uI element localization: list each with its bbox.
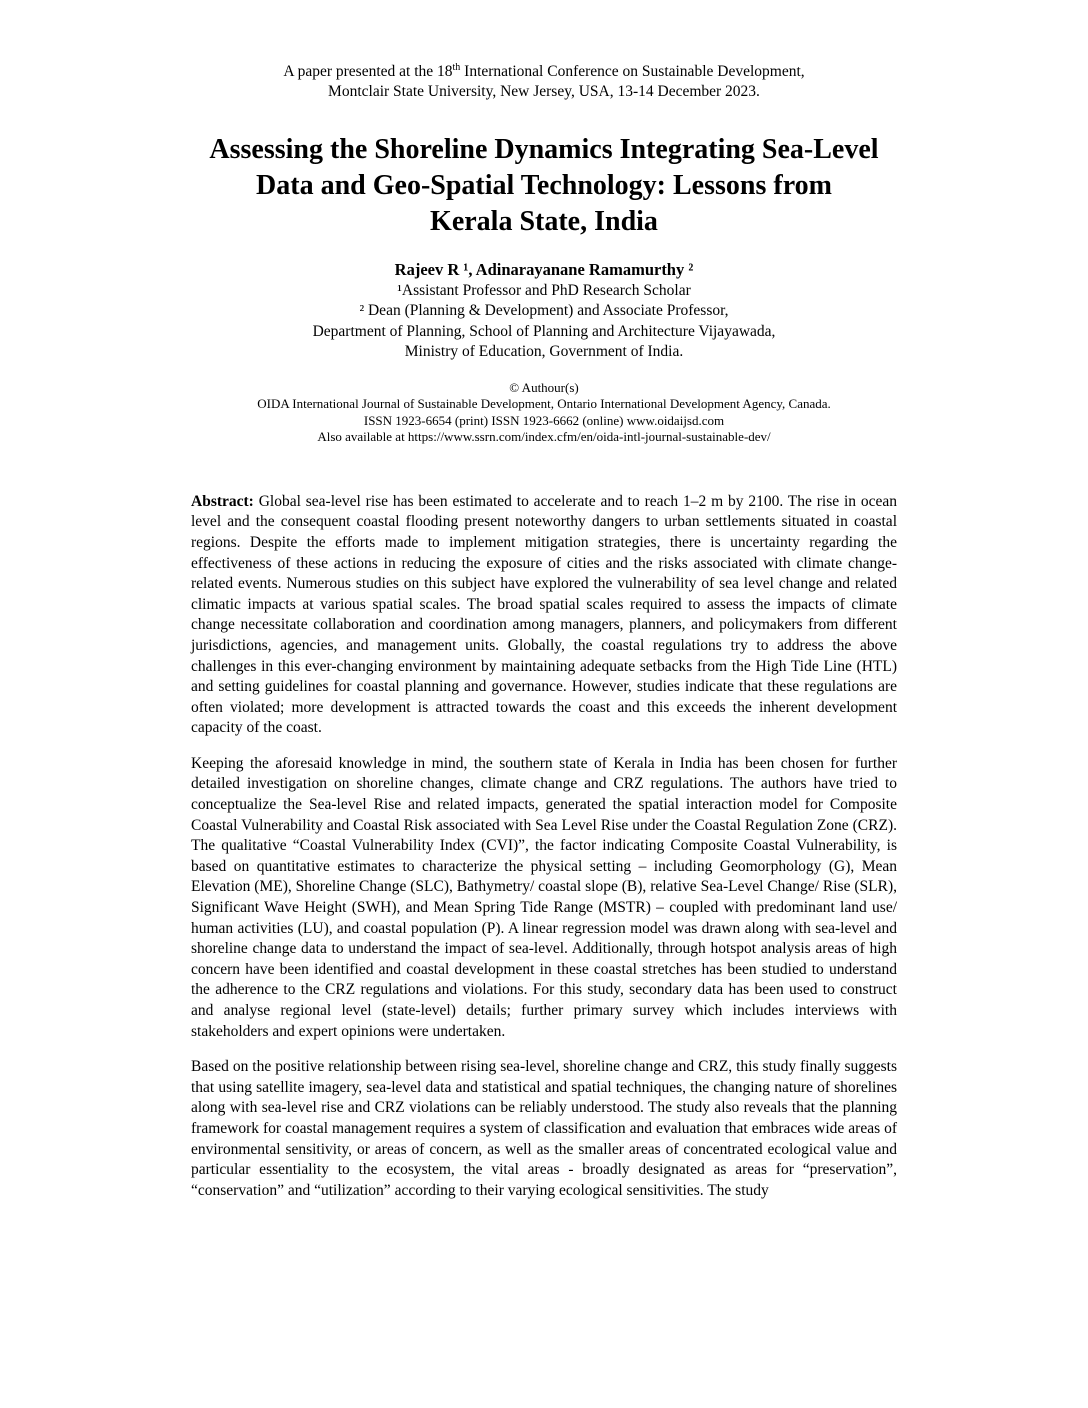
- author-names: Rajeev R ¹, Adinarayanane Ramamurthy ²: [394, 259, 694, 279]
- affiliation-line-2: ² Dean (Planning & Development) and Associate Professor,: [359, 302, 729, 320]
- abstract-paragraph-1-text: Global sea-level rise has been estimated to accelerate and to reach 1–2 m by 2100. The rise in ocean level and the consequent coastal flooding present noteworthy dangers to urban settlements situated in coastal regions. Despite the efforts made to implement mitigation strategies, there is uncertainty regarding the effectiveness of these actions in reducing the exposure of cities and the risks associated with climate change-related events. Numerous studies on this subject have explored the vulnerability of sea level change and related climatic impacts at various spatial scales. The broad spatial scales required to assess the impacts of climate change necessitate collaboration and coordination among managers, planners, and policymakers from different jurisdictions, agencies, and management units. Globally, the coastal regulations try to address the above challenges in this ever-changing environment by maintaining adequate setbacks from the High Tide Line (HTL) and setting guidelines for coastal planning and governance. However, studies indicate that these regulations are often violated; more development is attracted towards the coast and this exceeds the inherent development capacity of the coast.: [191, 492, 898, 737]
- conference-note-prefix: A paper presented at the 18: [283, 63, 453, 80]
- availability-line: Also available at https://www.ssrn.com/index.cfm/en/oida-intl-journal-sustainable-dev/: [317, 429, 771, 445]
- affiliation-line-1: ¹Assistant Professor and PhD Research Scholar: [397, 281, 691, 299]
- affiliation-line-4: Ministry of Education, Government of India.: [404, 343, 684, 361]
- conference-note-line-1: [0, 62, 1088, 82]
- imprint-block: [0, 380, 1088, 446]
- page-title-line-2: Data and Geo-Spatial Technology: Lessons from: [256, 170, 832, 201]
- page-title-line-3: Kerala State, India: [430, 206, 658, 237]
- page-title: [0, 132, 1088, 240]
- issn-line: ISSN 1923-6654 (print) ISSN 1923-6662 (online) www.oidaijsd.com: [363, 412, 725, 428]
- affiliation-line-3: Department of Planning, School of Planning and Architecture Vijayawada,: [312, 322, 776, 340]
- page-title-line-1: Assessing the Shoreline Dynamics Integrating Sea-Level: [209, 134, 879, 165]
- conference-note-suffix: International Conference on Sustainable Development,: [460, 63, 805, 80]
- abstract-label: Abstract:: [191, 492, 254, 510]
- authors-block: [0, 259, 1088, 363]
- abstract-paragraph-1: [191, 492, 897, 739]
- abstract-paragraph-2: Keeping the aforesaid knowledge in mind, the southern state of Kerala in India has been chosen for further detailed investigation on shoreline changes, climate change and CRZ regulations. The authors have tried to conceptualize the Sea-level Rise and related impacts, generated the spatial interaction model for Composite Coastal Vulnerability and Coastal Risk associated with Sea Level Rise under the Coastal Regulation Zone (CRZ). The qualitative “Coastal Vulnerability Index (CVI)”, the factor indicating Composite Coastal Vulnerability, is based on quantitative estimates to characterize the physical setting – including Geomorphology (G), Mean Elevation (ME), Shoreline Change (SLC), Bathymetry/ coastal slope (B), relative Sea-Level Change/ Rise (SLR), Significant Wave Height (SWH), and Mean Spring Tide Range (MSTR) – coupled with predominant land use/ human activities (LU), and coastal population (P). A linear regression model was drawn along with sea-level and shoreline change data to understand the impact of sea-level. Additionally, through hotspot analysis areas of high concern have been identified and coastal development in these coastal stretches has been studied to understand the adherence to the CRZ regulations and violations. For this study, secondary data has been used to construct and analyse regional level (state-level) details; further primary survey which includes interviews with stakeholders and expert opinions were undertaken.: [191, 754, 897, 1040]
- conference-note-line-2: Montclair State University, New Jersey, USA, 13-14 December 2023.: [328, 83, 760, 100]
- conference-note: [0, 62, 1088, 102]
- abstract: [191, 492, 897, 1202]
- abstract-paragraph-3: Based on the positive relationship between rising sea-level, shoreline change and CRZ, this study finally suggests that using satellite imagery, sea-level data and statistical and spatial techniques, the changing nature of shorelines along with sea-level rise and CRZ violations can be reliably understood. The study also reveals that the planning framework for coastal management requires a system of classification and evaluation that embraces wide areas of environmental sensitivity, or areas of concern, as well as the smaller areas of concentrated ecological value and particular essentiality to the ecosystem, the vital areas - broadly designated as areas for “preservation”, “conservation” and “utilization” according to their varying ecological sensitivities. The study: [191, 1058, 897, 1199]
- journal-line: OIDA International Journal of Sustainable Development, Ontario International Development Agency, Canada.: [257, 396, 831, 412]
- copyright-line: © Authour(s): [509, 379, 579, 395]
- ordinal-superscript: th: [452, 61, 461, 73]
